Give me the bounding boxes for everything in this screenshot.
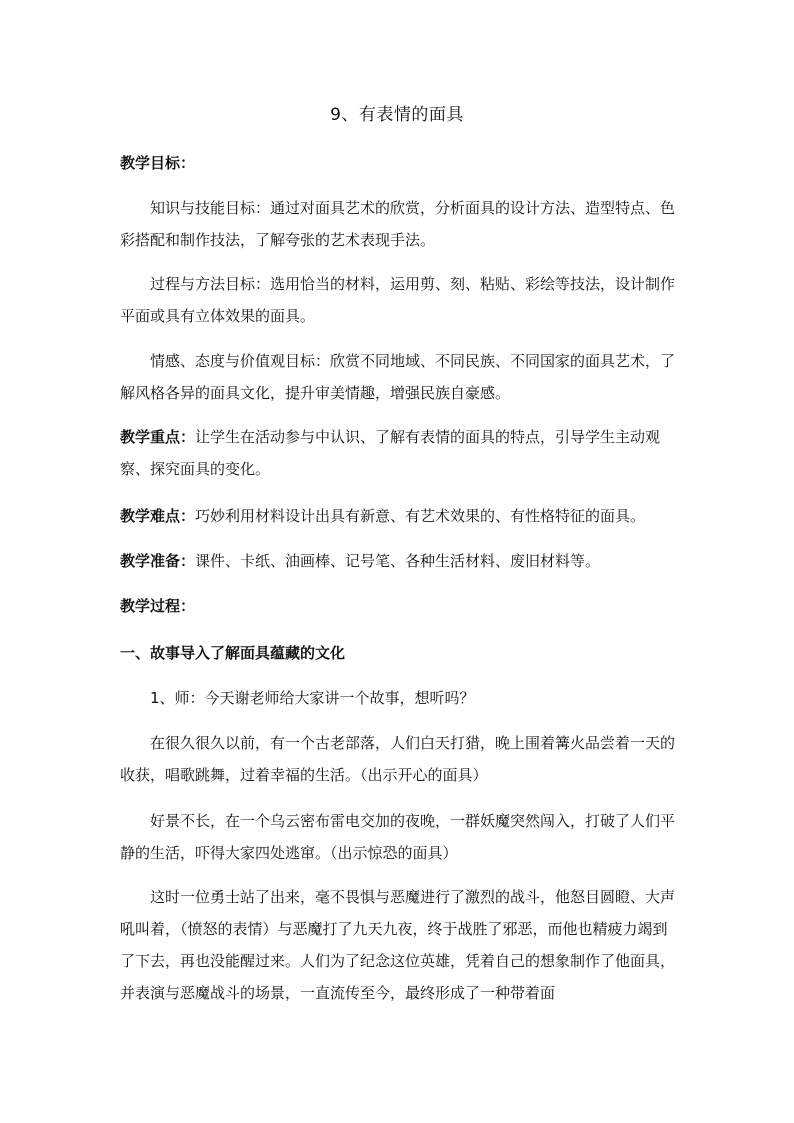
difficulty-paragraph (120, 500, 676, 532)
step1-paragraph: 1、师：今天谢老师给大家讲一个故事，想听吗？ (150, 689, 475, 707)
story-paragraph-3: 这时一位勇士站了出来，毫不畏惧与恶魔进行了激烈的战斗，他怒目圆瞪、大声吼叫着，（愤怒的表情）与恶魔打了九天九夜，终于战胜了邪恶，而他也精疲力竭到了下去，再也没能醒过来。人们为了纪念这位英雄，凭着自己的想象制作了他面具，并表演与恶魔战斗的场景，一直流传至今，最终形成了一种带着面 (120, 888, 676, 1002)
key-point-text: 让学生在活动参与中认识、了解有表情的面具的特点，引导学生主动观察、探究面具的变化。 (120, 428, 661, 478)
objective-emotion: 情感、态度与价值观目标：欣赏不同地域、不同民族、不同国家的面具艺术，了解风格各异的面具文化，提升审美情趣，增强民族自豪感。 (120, 352, 676, 402)
preparation-label: 教学准备： (120, 552, 196, 570)
objective-knowledge: 知识与技能目标：通过对面具艺术的欣赏，分析面具的设计方法、造型特点、色彩搭配和制作技法，了解夸张的艺术表现手法。 (120, 199, 676, 249)
key-point-paragraph (120, 421, 676, 485)
process-heading: 教学过程： (120, 597, 196, 615)
story-paragraph-2: 好景不长，在一个乌云密布雷电交加的夜晚，一群妖魔突然闯入，打破了人们平静的生活，吓得大家四处逃窜。（出示惊恐的面具） (120, 812, 676, 862)
preparation-text: 课件、卡纸、油画棒、记号笔、各种生活材料、废旧材料等。 (195, 552, 601, 570)
objectives-heading: 教学目标： (120, 154, 196, 172)
document-title: 9、有表情的面具 (330, 105, 464, 125)
key-point-label: 教学重点： (120, 428, 196, 446)
story-paragraph-1: 在很久很久以前，有一个古老部落，人们白天打猎，晚上围着篝火品尝着一天的收获，唱歌跳舞，过着幸福的生活。（出示开心的面具） (120, 734, 676, 784)
difficulty-label: 教学难点： (120, 507, 196, 525)
objective-process: 过程与方法目标：选用恰当的材料，运用剪、刻、粘贴、彩绘等技法，设计制作平面或具有立体效果的面具。 (120, 275, 676, 325)
difficulty-text: 巧妙利用材料设计出具有新意、有艺术效果的、有性格特征的面具。 (195, 507, 646, 525)
section1-heading: 一、故事导入了解面具蕴藏的文化 (120, 644, 346, 662)
preparation-paragraph (120, 545, 676, 577)
